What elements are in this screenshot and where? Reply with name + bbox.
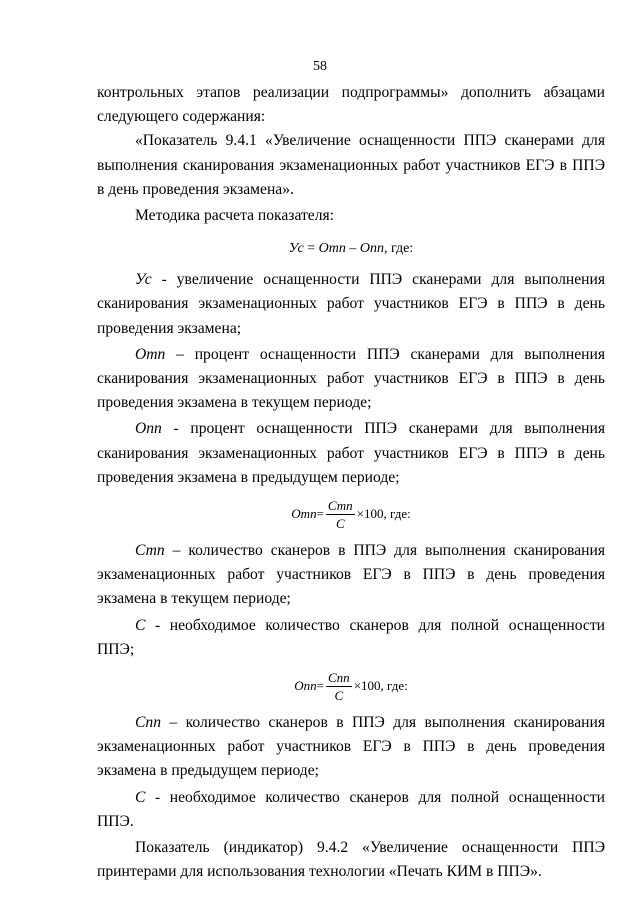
definition-c-second-var: С — [135, 788, 146, 806]
definition-cpp-var: Спп — [135, 714, 161, 732]
formula-opp-numerator: Спп — [328, 669, 350, 685]
definition-otp-var: Отп — [135, 345, 166, 363]
formula-yc-lhs: Ус — [288, 241, 304, 257]
definition-ctp-text: – количество сканеров в ППЭ для выполнения сканирования экзаменационных работ участников ЕГЭ в ППЭ в день проведения экзамена в текущем периоде; — [97, 542, 605, 608]
definition-c-first — [97, 614, 605, 662]
definition-c-first-var: С — [135, 616, 146, 634]
definition-ctp-var: Стп — [135, 542, 165, 560]
definition-c-second-text: - необходимое количество сканеров для полной оснащенности ППЭ. — [97, 788, 605, 830]
definition-yc — [97, 268, 605, 341]
formula-opp-lhs: Опп — [294, 678, 317, 694]
formula-otp-denominator: С — [335, 515, 345, 531]
definition-c-first-text: - необходимое количество сканеров для полной оснащенности ППЭ; — [97, 616, 605, 658]
definition-yc-var: Ус — [135, 271, 152, 289]
formula-yc — [97, 237, 605, 261]
paragraph-intro-line1: контрольных этапов реализации подпрограммы» дополнить абзацами — [97, 84, 605, 101]
definition-otp-text: – процент оснащенности ППЭ сканерами для выполнения сканирования экзаменационных работ участников ЕГЭ в ППЭ в день проведения экзамена в текущем периоде; — [97, 345, 605, 412]
formula-otp-multiplier: ×100 — [356, 506, 384, 522]
definition-cpp-text: – количество сканеров в ППЭ для выполнения сканирования экзаменационных работ участников ЕГЭ в ППЭ в день проведения экзамена в предыдущем периоде; — [97, 714, 605, 780]
formula-yc-minus: – — [345, 241, 360, 257]
formula-otp-lhs: Отп — [291, 506, 317, 522]
formula-opp-fraction — [326, 670, 352, 703]
formula-yc-eq: = — [303, 241, 319, 257]
formula-opp-eq: = — [316, 678, 325, 694]
definition-opp-var: Опп — [135, 420, 162, 438]
formula-otp-fraction — [326, 498, 355, 531]
paragraph-intro-line2: следующего содержания: — [97, 108, 266, 126]
formula-yc-a: Отп — [318, 241, 346, 257]
definition-opp-text: - процент оснащенности ППЭ сканерами для выполнения сканирования экзаменационных работ участников ЕГЭ в ППЭ в день проведения экзамена в предыдущем периоде; — [97, 420, 605, 486]
definition-opp — [97, 417, 605, 490]
definition-yc-text: - увеличение оснащенности ППЭ сканерами для выполнения сканирования экзаменационных работ участников ЕГЭ в ППЭ в день проведения экзамена; — [97, 271, 605, 337]
formula-opp — [97, 664, 605, 708]
formula-yc-tail: , где: — [383, 241, 414, 257]
formula-otp-numerator: Стп — [327, 497, 353, 513]
definition-ctp — [97, 539, 605, 612]
page-number: 58 — [313, 59, 327, 74]
formula-yc-b: Опп — [359, 241, 384, 257]
formula-opp-tail: , где: — [380, 678, 408, 694]
paragraph-indicator-941: «Показатель 9.4.1 «Увеличение оснащенности ППЭ сканерами для выполнения сканирования экзаменационных работ участников ЕГЭ в ППЭ в день проведения экзамена». — [97, 132, 605, 198]
paragraph-indicator-942-line1: Показатель (индикатор) 9.4.2 «Увеличение оснащенности ППЭ — [135, 839, 605, 857]
definition-c-second — [97, 786, 605, 834]
paragraph-indicator-942-line2: принтерами для использования технологии «Печать КИМ в ППЭ». — [97, 863, 542, 881]
formula-otp-tail: , где: — [383, 506, 411, 522]
document-body — [97, 81, 605, 884]
formula-otp — [97, 492, 605, 536]
paragraph-method-heading: Методика расчета показателя: — [135, 207, 334, 225]
formula-opp-denominator: С — [334, 687, 344, 703]
formula-otp-eq: = — [316, 506, 324, 522]
formula-opp-multiplier: ×100 — [353, 678, 381, 694]
definition-cpp — [97, 711, 605, 784]
definition-otp — [97, 343, 605, 416]
